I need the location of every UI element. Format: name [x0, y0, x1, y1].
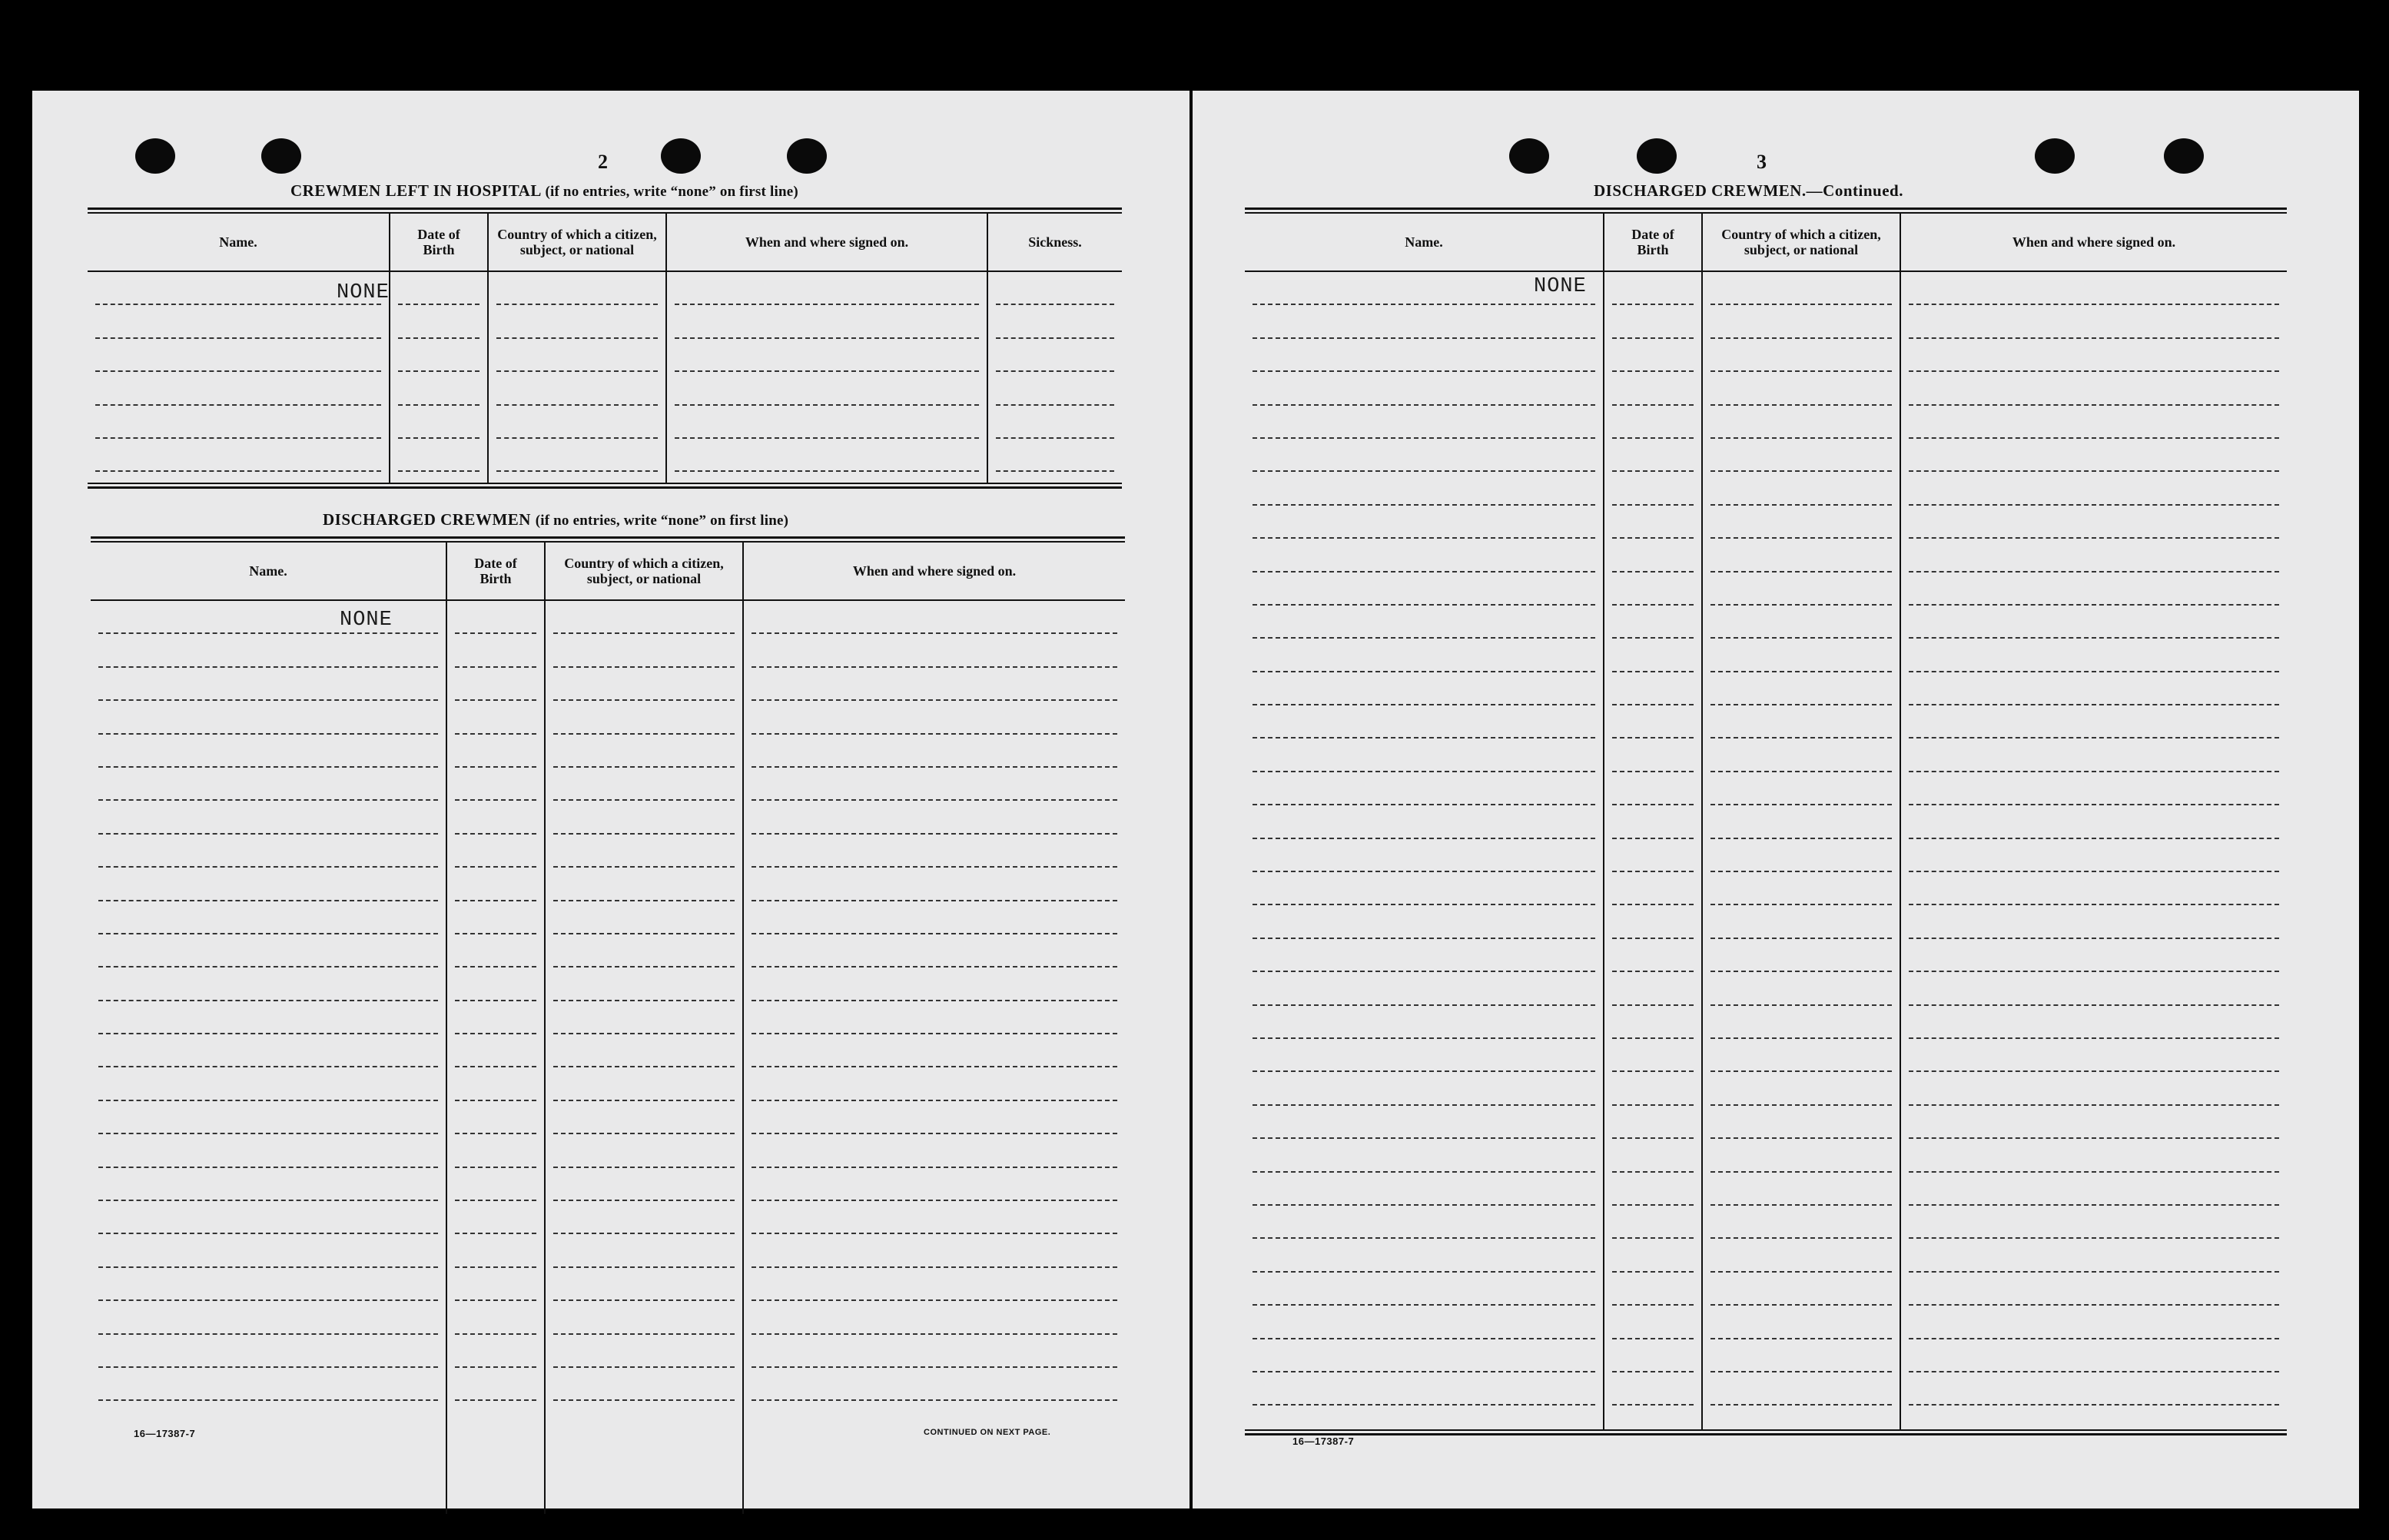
col-head-signed-on: When and where signed on. [1901, 214, 2287, 272]
continued-name-entry: NONE [1534, 275, 1587, 298]
discharged-continued-title: DISCHARGED CREWMEN.—Continued. [1594, 181, 1903, 200]
punch-hole [2164, 138, 2204, 174]
page-number: 3 [1757, 151, 1767, 173]
col-name [88, 214, 389, 483]
col-head-signed-on: When and where signed on. [667, 214, 987, 272]
table-top-rule [1245, 207, 2287, 210]
punch-hole [261, 138, 301, 174]
col-signed-on [1900, 214, 2287, 1429]
col-head-name: Name. [88, 214, 389, 272]
form-page-right [1193, 91, 2359, 1508]
col-head-country: Country of which a citizen, subject, or national [489, 214, 665, 272]
continued-note: CONTINUED ON NEXT PAGE. [924, 1428, 1051, 1437]
table-bottom-rule [1245, 1433, 2287, 1435]
hospital-section-title [290, 181, 798, 201]
hospital-name-entry: NONE [337, 281, 390, 304]
col-country [1701, 214, 1900, 1429]
col-head-dob: Date of Birth [447, 543, 544, 601]
discharged-title-note: (if no entries, write “none” on first line) [535, 513, 789, 529]
col-dob [446, 543, 544, 1514]
page-number: 2 [598, 151, 608, 173]
col-head-country: Country of which a citizen, subject, or national [546, 543, 742, 601]
table-bottom-rule [88, 483, 1122, 484]
discharged-section-title [323, 510, 788, 529]
col-head-dob: Date of Birth [1604, 214, 1701, 272]
hospital-title-text: CREWMEN LEFT IN HOSPITAL [290, 181, 541, 200]
form-number: 16—17387-7 [1292, 1435, 1355, 1447]
hospital-table [88, 207, 1122, 489]
form-number: 16—17387-7 [134, 1428, 196, 1439]
form-page-left [32, 91, 1190, 1508]
discharged-title-text: DISCHARGED CREWMEN [323, 510, 531, 529]
discharged-continued-table [1245, 207, 2287, 1435]
col-signed-on [742, 543, 1125, 1514]
punch-hole [661, 138, 701, 174]
punch-hole [2035, 138, 2075, 174]
col-name [91, 543, 446, 1514]
table-top-rule [88, 207, 1122, 210]
discharged-table [91, 536, 1125, 1514]
col-sickness [987, 214, 1122, 483]
col-dob [389, 214, 487, 483]
punch-hole [1637, 138, 1677, 174]
col-head-country: Country of which a citizen, subject, or national [1703, 214, 1900, 272]
col-head-dob: Date of Birth [390, 214, 487, 272]
table-top-rule [91, 536, 1125, 539]
col-head-name: Name. [1245, 214, 1603, 272]
hospital-title-note: (if no entries, write “none” on first line) [545, 184, 798, 200]
col-country [487, 214, 665, 483]
table-bottom-rule [88, 486, 1122, 489]
col-head-sickness: Sickness. [988, 214, 1122, 272]
table-bottom-rule [1245, 1429, 2287, 1431]
punch-hole [1509, 138, 1549, 174]
col-name [1245, 214, 1603, 1429]
punch-hole [787, 138, 827, 174]
discharged-name-entry: NONE [340, 609, 393, 632]
col-country [544, 543, 742, 1514]
col-signed-on [665, 214, 987, 483]
punch-hole [135, 138, 175, 174]
col-head-signed-on: When and where signed on. [744, 543, 1125, 601]
col-head-name: Name. [91, 543, 446, 601]
col-dob [1603, 214, 1701, 1429]
